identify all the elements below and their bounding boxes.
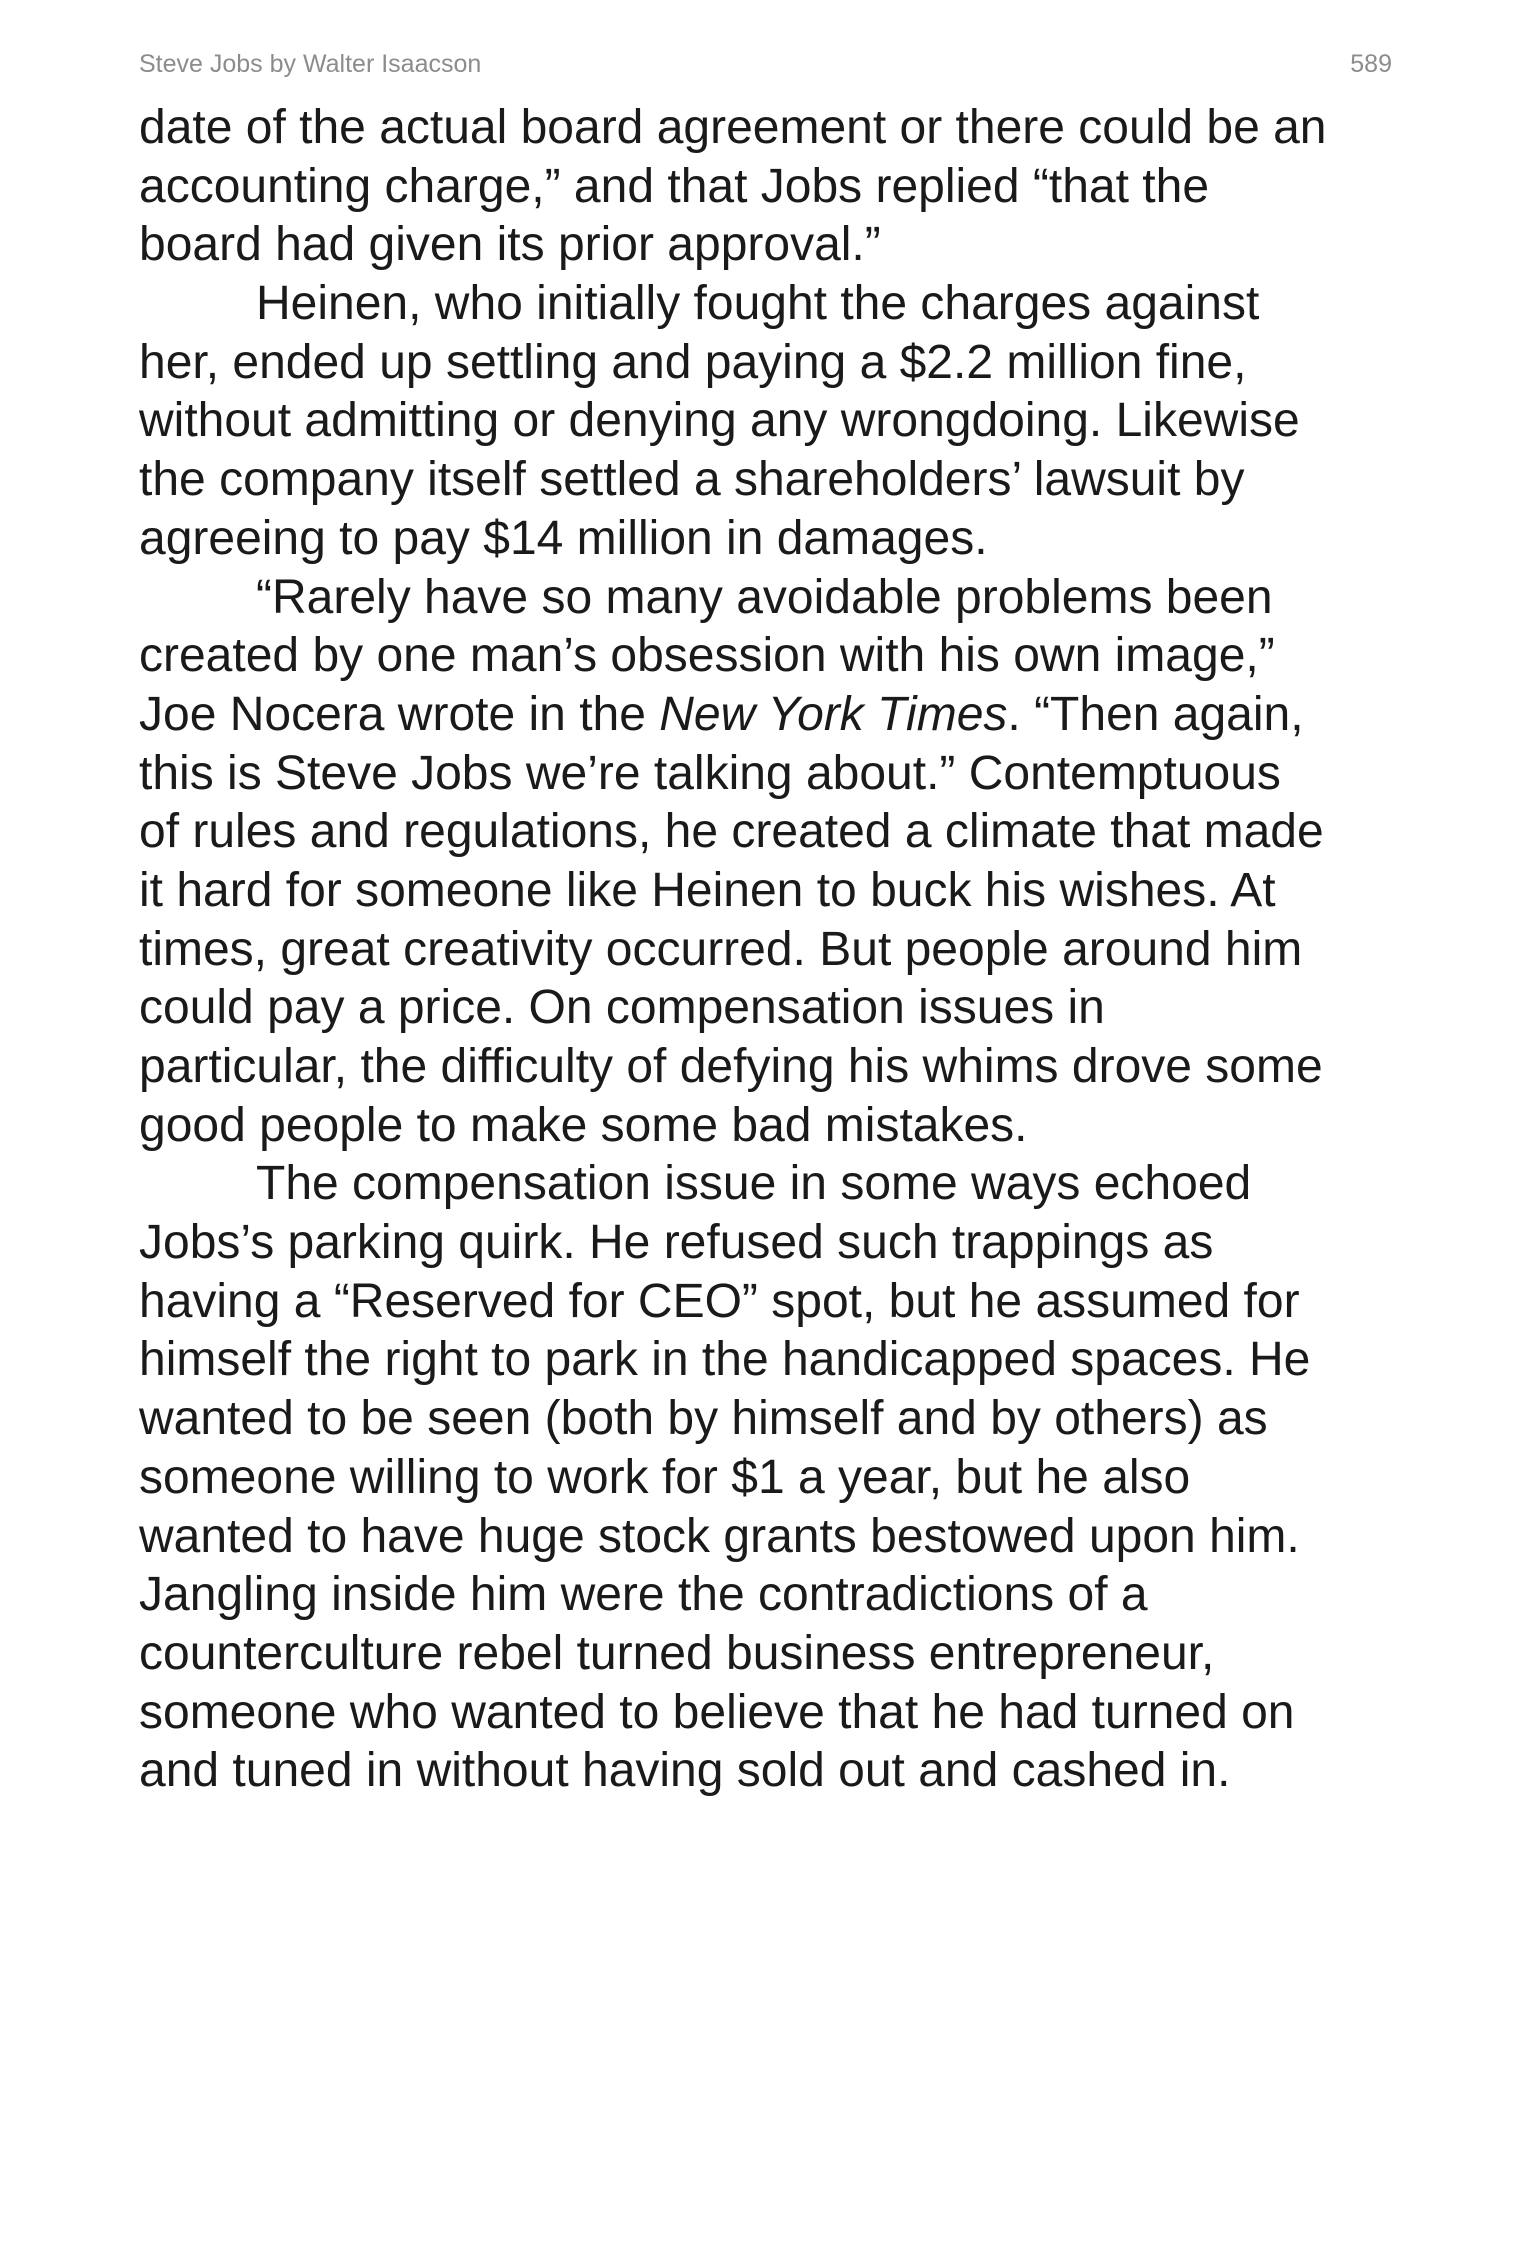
text-line-with-italic <box>139 686 1392 745</box>
text-line: himself the right to park in the handicapped spaces. He <box>139 1333 1311 1387</box>
header-book-title: Steve Jobs by Walter Isaacson <box>139 50 482 78</box>
publication-title: New York Times <box>659 687 1008 741</box>
text-line: having a “Reserved for CEO” spot, but he assumed for <box>139 1274 1300 1328</box>
text-line: someone willing to work for $1 a year, but he also <box>139 1450 1191 1504</box>
text-line: particular, the difficulty of defying his whims drove some <box>139 1040 1323 1093</box>
text-line: Jobs’s parking quirk. He refused such trappings as <box>139 1216 1214 1270</box>
text-line: this is Steve Jobs we’re talking about.” Contemptuous <box>139 746 1281 800</box>
text-segment: Joe Nocera wrote in the <box>139 687 660 741</box>
paragraph-first-line: “Rarely have so many avoidable problems been <box>256 570 1273 624</box>
text-line: her, ended up settling and paying a $2.2 million fine, <box>139 335 1247 389</box>
text-line: good people to make some bad mistakes. <box>139 1098 1028 1152</box>
text-line: accounting charge,” and that Jobs replied “that the <box>139 159 1210 213</box>
text-line: it hard for someone like Heinen to buck his wishes. At <box>139 863 1276 917</box>
text-line: wanted to be seen (both by himself and by others) as <box>139 1392 1268 1446</box>
text-line: the company itself settled a shareholders’ lawsuit by <box>139 453 1245 507</box>
text-line: wanted to have huge stock grants bestowed upon him. <box>139 1509 1300 1563</box>
running-header <box>139 50 1392 84</box>
body-text <box>139 99 1392 1801</box>
text-line: Jangling inside him were the contradictions of a <box>139 1568 1148 1622</box>
text-line: times, great creativity occurred. But people around him <box>139 922 1303 976</box>
text-segment: . “Then again, <box>1007 687 1304 741</box>
text-line: created by one man’s obsession with his own image,” <box>139 629 1275 683</box>
text-line: could pay a price. On compensation issues in <box>139 981 1105 1035</box>
text-line: agreeing to pay $14 million in damages. <box>139 511 988 565</box>
paragraph-first-line: Heinen, who initially fought the charges against <box>256 277 1260 331</box>
text-line: date of the actual board agreement or there could be an <box>139 101 1327 154</box>
text-line: counterculture rebel turned business entrepreneur, <box>139 1626 1215 1680</box>
text-line: someone who wanted to believe that he had turned on <box>139 1685 1295 1739</box>
text-line: and tuned in without having sold out and cashed in. <box>139 1744 1231 1798</box>
text-line: without admitting or denying any wrongdoing. Likewise <box>139 394 1300 448</box>
text-line: of rules and regulations, he created a climate that made <box>139 805 1324 859</box>
paragraph-first-line: The compensation issue in some ways echoed <box>256 1157 1252 1211</box>
header-page-number: 589 <box>1350 50 1392 78</box>
text-line: board had given its prior approval.” <box>139 218 881 272</box>
